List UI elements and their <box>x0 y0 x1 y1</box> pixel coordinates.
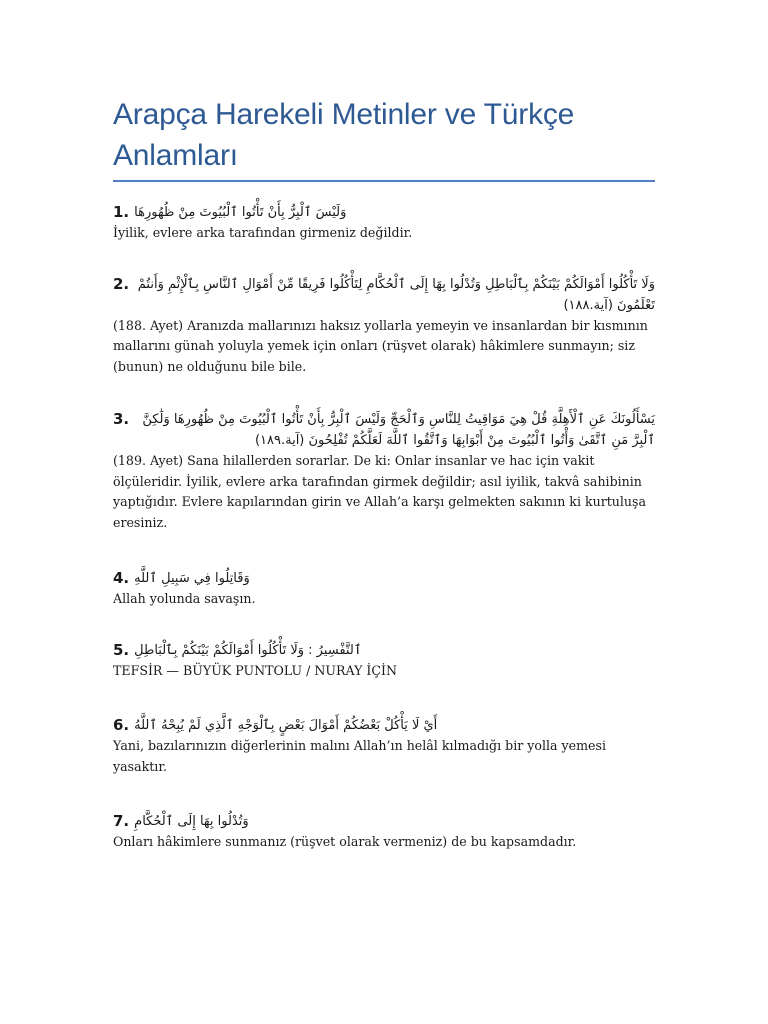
verse-heading <box>113 811 655 832</box>
turkish-meaning: (189. Ayet) Sana hilallerden sorarlar. De ki: Onlar insanlar ve hac için vakit ölçüleridir. İyilik, evlere arka tarafından girmek değildir; asıl iyilik, takvâ sahibinin yaptığıdır. Evlere kapılarından girin ve Allah’a karşı gelmekten sakının ki kurtuluşa eresiniz. <box>113 453 647 530</box>
verse-entry-3 <box>113 409 655 533</box>
arabic-text: وَلَا تَأْكُلُوا أَمْوَالَكُمْ بَيْنَكُمْ بِٱلْبَاطِلِ وَتُدْلُوا بِهَا إِلَى ٱلْحُكَّامِ لِتَأْكُلُوا فَرِيقًا مِّنْ أَمْوَالِ ٱلنَّاسِ بِٱلْإِثْمِ وَأَنتُمْ تَعْلَمُونَ (آية.١٨٨) <box>137 276 655 313</box>
arabic-text: أَيْ لَا يَأْكُلْ بَعْضُكُمْ أَمْوَالَ بَعْضٍ بِٱلْوَجْهِ ٱلَّذِي لَمْ يُبِحْهُ ٱللَّهُ <box>134 718 438 733</box>
verse-number: 2. <box>113 274 130 293</box>
arabic-text: ٱلتَّفْسِيرُ : وَلَا تَأْكُلُوا أَمْوَالَكُمْ بَيْنَكُمْ بِٱلْبَاطِلِ <box>134 642 362 658</box>
verse-number: 6. <box>113 716 130 734</box>
verse-heading <box>113 409 655 451</box>
verse-number: 7. <box>113 812 130 830</box>
arabic-text: يَسْأَلُونَكَ عَنِ ٱلْأَهِلَّةِ قُلْ هِيَ مَوَاقِيتُ لِلنَّاسِ وَٱلْحَجِّ وَلَيْسَ ٱلْبِرُّ بِأَنْ تَأْتُوا ٱلْبُيُوتَ مِنْ ظُهُورِهَا وَلَٰكِنَّ ٱلْبِرَّ مَنِ ٱتَّقَىٰ وَأْتُوا ٱلْبُيُوتَ مِنْ أَبْوَابِهَا وَٱتَّقُوا ٱللَّهَ لَعَلَّكُمْ تُفْلِحُونَ (آية.١٨٩) <box>142 412 655 448</box>
verse-entry-4 <box>113 568 655 610</box>
turkish-meaning: Onları hâkimlere sunmanız (rüşvet olarak vermeniz) de bu kapsamdadır. <box>113 834 577 849</box>
turkish-meaning: TEFSİR — BÜYÜK PUNTOLU / NURAY İÇİN <box>113 662 397 678</box>
verse-entry-5 <box>113 640 655 682</box>
verse-number: 5. <box>113 640 130 659</box>
turkish-meaning: Allah yolunda savaşın. <box>113 591 256 606</box>
turkish-meaning: İyilik, evlere arka tarafından girmeniz değildir. <box>113 225 413 240</box>
verse-number: 3. <box>113 410 130 428</box>
turkish-meaning: (188. Ayet) Aranızda mallarınızı haksız yollarla yemeyin ve insanlardan bir kısmının mallarını günah yoluyla yemek için onları (rüşvet olarak) hâkimlere sunmayın; siz (bunun) ne olduğunu bile bile. <box>113 317 648 374</box>
verse-heading <box>113 715 655 736</box>
verse-heading <box>113 640 655 661</box>
verse-heading <box>113 202 655 223</box>
verse-entry-2 <box>113 274 655 378</box>
verse-number: 4. <box>113 569 130 587</box>
verse-heading <box>113 568 655 589</box>
page-title: Arapça Harekeli Metinler ve Türkçe Anlamları <box>113 98 575 172</box>
title-divider <box>113 180 655 182</box>
verse-entry-7 <box>113 811 655 853</box>
arabic-text: وَتُدْلُوا بِهَا إِلَى ٱلْحُكَّامِ <box>134 814 249 829</box>
verse-heading <box>113 274 655 316</box>
verse-number: 1. <box>113 203 130 221</box>
document-page <box>113 0 655 853</box>
arabic-text: وَقَاتِلُوا فِي سَبِيلِ ٱللَّهِ <box>134 571 250 586</box>
arabic-text: وَلَيْسَ ٱلْبِرُّ بِأَنْ تَأْتُوا ٱلْبُيُوتَ مِنْ ظُهُورِهَا <box>134 205 347 220</box>
verse-entry-6 <box>113 715 655 777</box>
verse-entry-1 <box>113 202 655 244</box>
turkish-meaning: Yani, bazılarınızın diğerlerinin malını Allah’ın helâl kılmadığı bir yolla yemesi yasaktır. <box>113 738 606 774</box>
